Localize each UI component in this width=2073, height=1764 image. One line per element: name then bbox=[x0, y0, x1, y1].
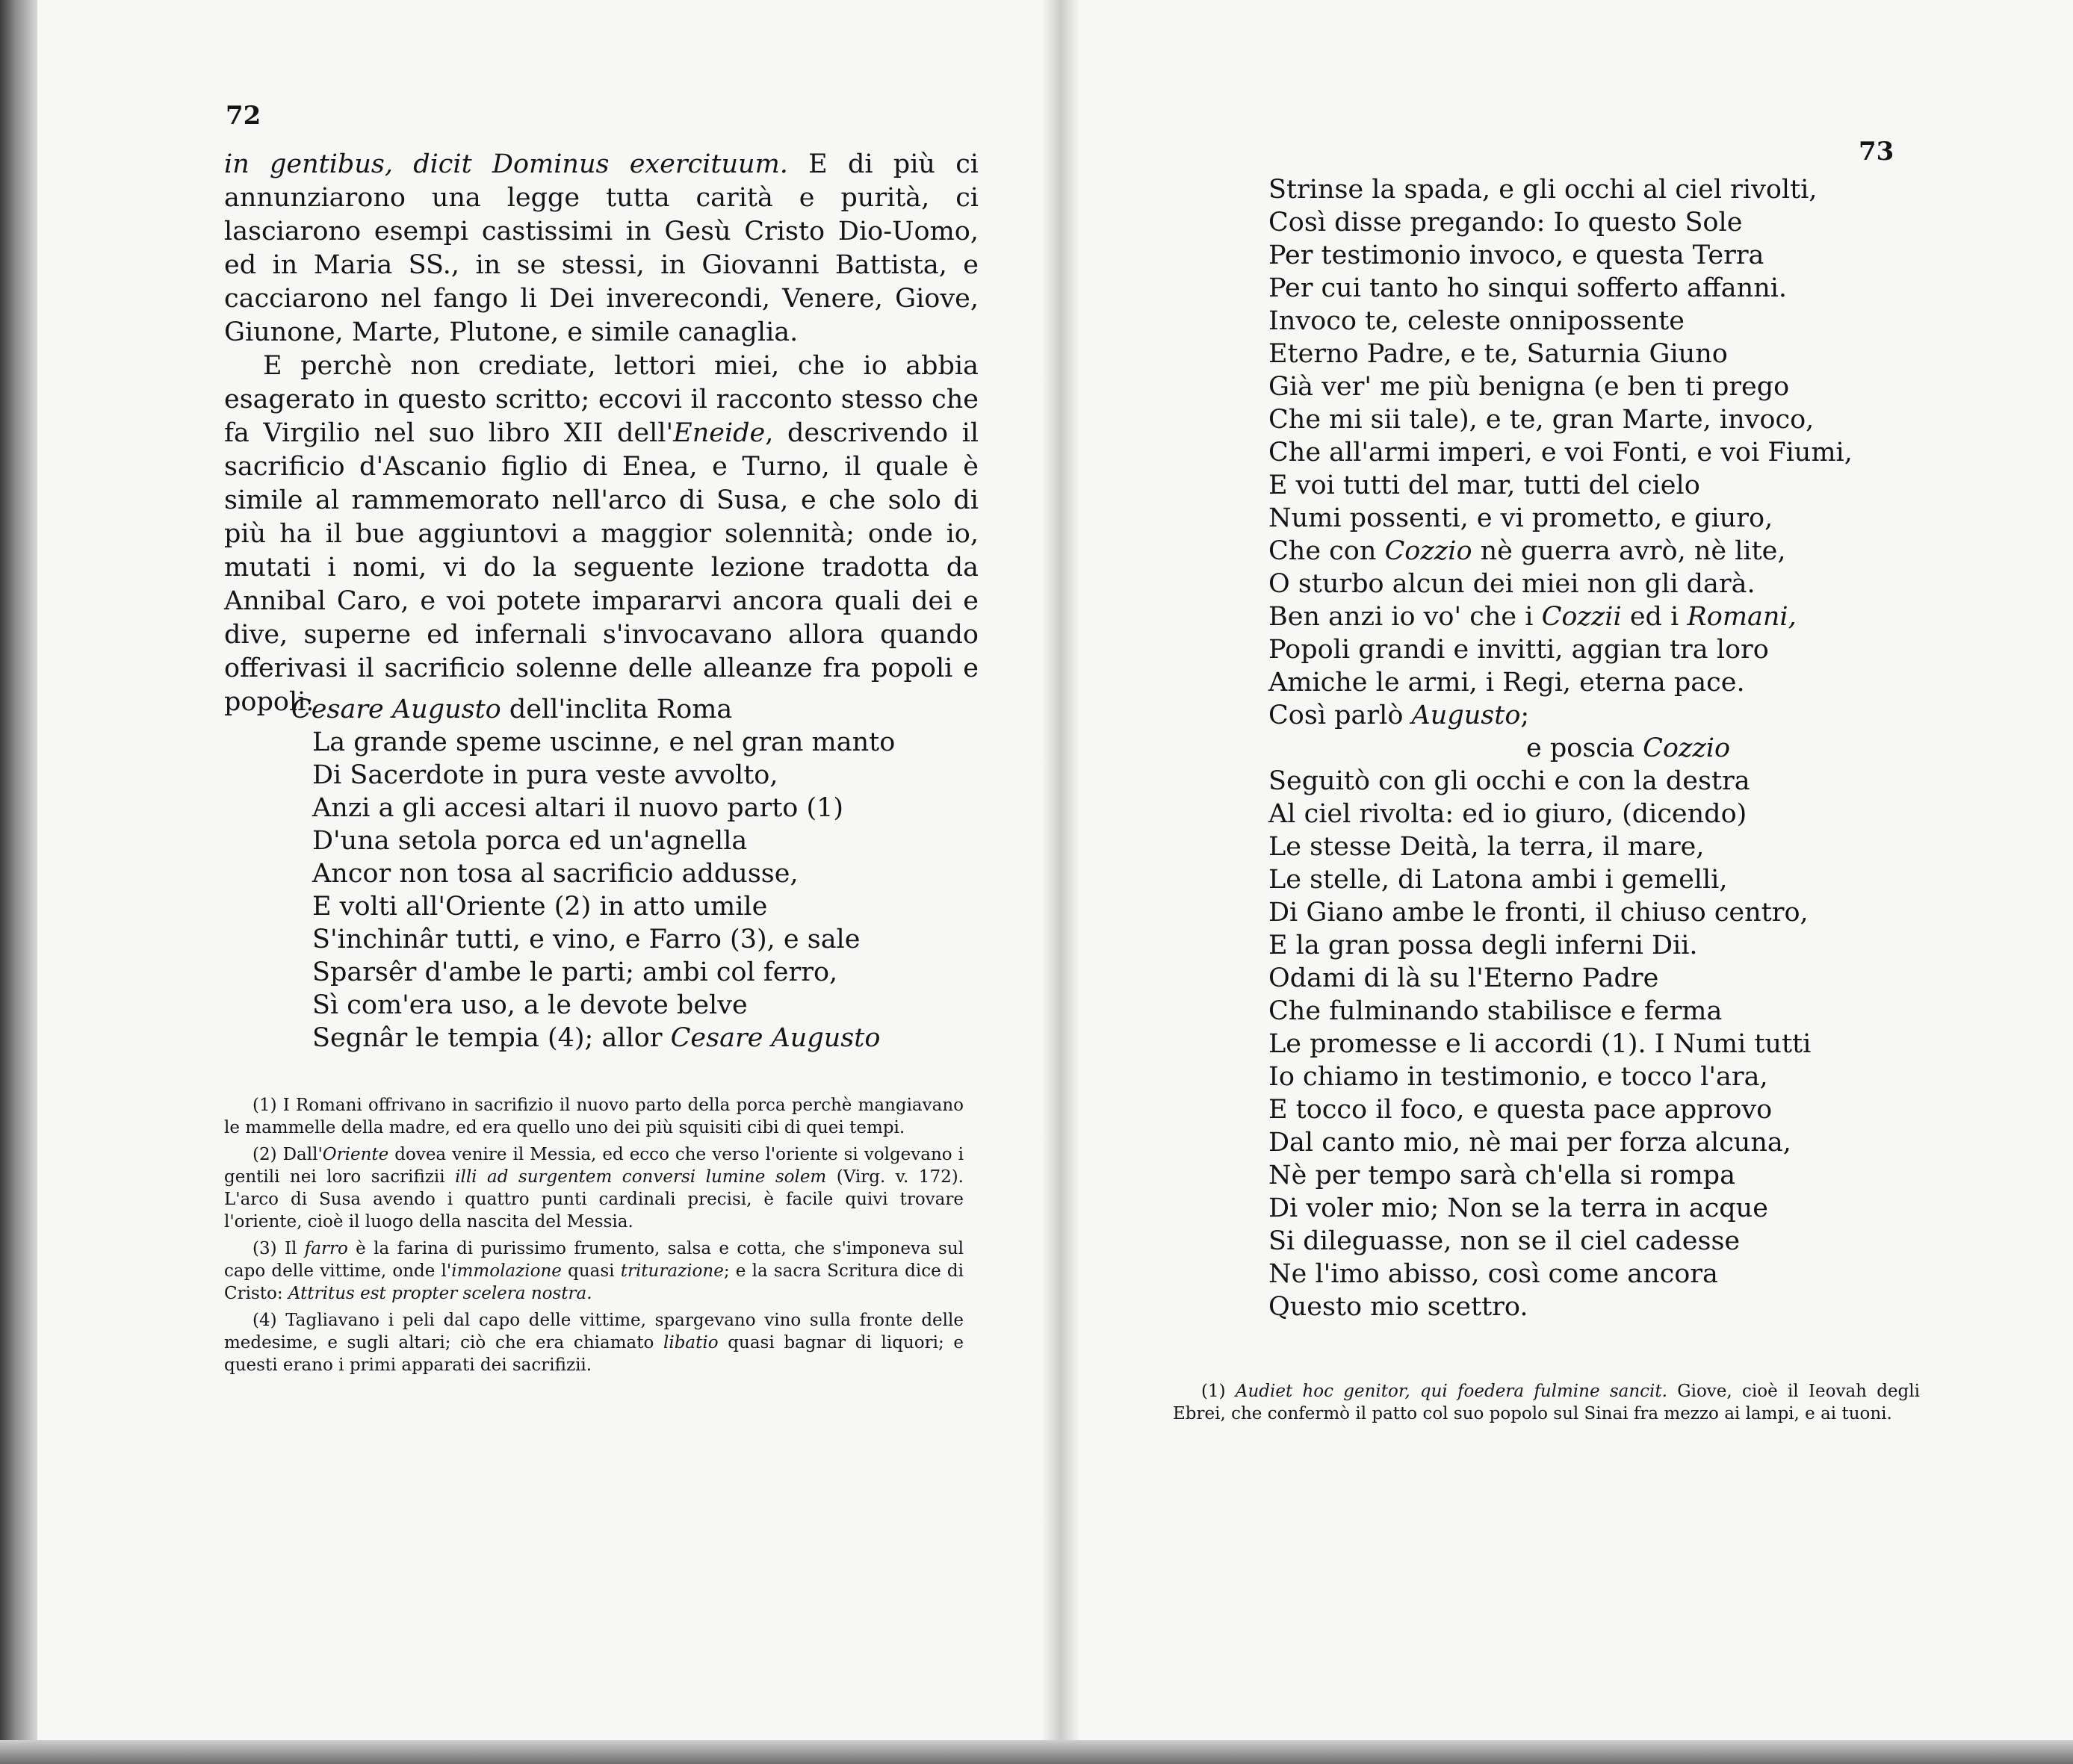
verse-line bbox=[1268, 1192, 1926, 1225]
verse-block bbox=[291, 693, 964, 1055]
italic-text: Cozzio bbox=[1643, 733, 1731, 763]
verse-line bbox=[1268, 469, 1926, 502]
text-run: Io chiamo in testimonio, e tocco l'ara, bbox=[1268, 1062, 1768, 1092]
text-run: Popoli grandi e invitti, aggian tra loro bbox=[1268, 635, 1769, 665]
verse-line bbox=[1268, 830, 1926, 863]
verse-line bbox=[1268, 403, 1926, 436]
text-run: (1) bbox=[1201, 1382, 1236, 1401]
text-run: Odami di là su l'Eterno Padre bbox=[1268, 963, 1659, 993]
verse-line bbox=[1268, 1225, 1926, 1258]
verse-block bbox=[1268, 173, 1926, 1323]
text-run: S'inchinâr tutti, e vino, e Farro (3), e sale bbox=[312, 925, 861, 954]
italic-text: Oriente bbox=[322, 1145, 389, 1164]
verse-line bbox=[291, 989, 964, 1022]
text-run: Sì com'era uso, a le devote belve bbox=[312, 990, 748, 1020]
text-run: Per testimonio invoco, e questa Terra bbox=[1268, 240, 1764, 270]
verse-line bbox=[291, 857, 964, 890]
text-run: ed i bbox=[1621, 602, 1688, 632]
text-run: (2) Dall' bbox=[252, 1145, 323, 1164]
text-run: quasi bagnar di liquori; e questi erano i primi apparati dei sacrifizii. bbox=[224, 1333, 964, 1375]
italic-text: libatio bbox=[663, 1333, 719, 1352]
italic-text: Audiet hoc genitor, qui foedera fulmine sancit. bbox=[1235, 1382, 1667, 1401]
text-run: e poscia bbox=[1526, 733, 1643, 763]
verse-line bbox=[1268, 1060, 1926, 1093]
text-run: E perchè non crediate, lettori miei, che io abbia esagerato in questo scritto; eccovi il racconto stesso che fa Virgilio nel suo libro XII dell' bbox=[224, 351, 979, 448]
footnotes bbox=[1173, 1380, 1920, 1429]
verse-line bbox=[1268, 765, 1926, 798]
text-run: Numi possenti, e vi prometto, e giuro, bbox=[1268, 503, 1773, 533]
text-run: Questo mio scettro. bbox=[1268, 1292, 1528, 1322]
verse-line bbox=[1268, 896, 1926, 929]
verse-line bbox=[1268, 1291, 1926, 1323]
verse-line bbox=[1268, 962, 1926, 995]
text-run: Che mi sii tale), e te, gran Marte, invoco, bbox=[1268, 405, 1815, 435]
verse-line bbox=[291, 956, 964, 989]
italic-text: Cozzii bbox=[1541, 602, 1622, 632]
text-run: Amiche le armi, i Regi, eterna pace. bbox=[1268, 668, 1745, 698]
italic-text: immolazione bbox=[451, 1261, 562, 1281]
text-run: Così disse pregando: Io questo Sole bbox=[1268, 208, 1743, 237]
verse-line bbox=[291, 890, 964, 923]
text-run: (4) Tagliavano i peli dal capo delle vittime, spargevano vino sulla fronte delle medesime, e sugli altari; ciò che era chiamato bbox=[224, 1311, 964, 1352]
text-run: Nè per tempo sarà ch'ella si rompa bbox=[1268, 1161, 1735, 1190]
verse-line bbox=[291, 923, 964, 956]
text-run: E voi tutti del mar, tutti del cielo bbox=[1268, 470, 1700, 500]
verse-line bbox=[291, 792, 964, 824]
text-run: Al ciel rivolta: ed io giuro, (dicendo) bbox=[1268, 799, 1747, 829]
page-number: 72 bbox=[226, 101, 261, 131]
verse-line bbox=[1268, 173, 1926, 206]
text-run: Così parlò bbox=[1268, 701, 1412, 730]
verse-line bbox=[1268, 239, 1926, 272]
text-run: Le stelle, di Latona ambi i gemelli, bbox=[1268, 865, 1728, 895]
text-run: Che all'armi imperi, e voi Fonti, e voi Fiumi, bbox=[1268, 438, 1853, 468]
verse-line bbox=[1268, 370, 1926, 403]
verse-line bbox=[1268, 1159, 1926, 1192]
text-run: Le stesse Deità, la terra, il mare, bbox=[1268, 832, 1705, 862]
italic-text: illi ad surgentem conversi lumine solem bbox=[455, 1167, 827, 1187]
verse-line bbox=[291, 1022, 964, 1055]
verse-line bbox=[291, 726, 964, 759]
text-run: Per cui tanto ho sinqui sofferto affanni. bbox=[1268, 273, 1788, 303]
prose-block bbox=[224, 148, 979, 719]
text-run: La grande speme uscinne, e nel gran manto bbox=[312, 727, 896, 757]
verse-line bbox=[1268, 929, 1926, 962]
text-run: Eterno Padre, e te, Saturnia Giuno bbox=[1268, 339, 1728, 369]
paragraph bbox=[224, 350, 979, 719]
left-page bbox=[37, 0, 1061, 1764]
verse-line bbox=[1268, 732, 1926, 765]
verse-line bbox=[1268, 568, 1926, 600]
text-run: Anzi a gli accesi altari il nuovo parto (1) bbox=[312, 793, 844, 823]
italic-text: Augusto bbox=[1411, 701, 1521, 730]
text-run: Di voler mio; Non se la terra in acque bbox=[1268, 1193, 1768, 1223]
italic-text: Cesare Augusto bbox=[291, 695, 501, 724]
text-run: D'una setola porca ed un'agnella bbox=[312, 826, 748, 856]
verse-line bbox=[291, 759, 964, 792]
text-run: Ne l'imo abisso, così come ancora bbox=[1268, 1259, 1718, 1289]
footnote bbox=[224, 1237, 964, 1305]
verse-line bbox=[1268, 338, 1926, 370]
text-run: dovea venire il Messia, ed ecco che verso l'oriente si volgevano i gentili nei loro sacrifizii bbox=[224, 1145, 964, 1187]
text-run: Che con bbox=[1268, 536, 1385, 566]
right-page bbox=[1061, 0, 2073, 1764]
verse-line bbox=[1268, 666, 1926, 699]
footnote bbox=[1173, 1380, 1920, 1425]
text-run: Di Giano ambe le fronti, il chiuso centro, bbox=[1268, 898, 1809, 928]
text-run: ; bbox=[1520, 701, 1530, 730]
italic-text: Attritus est propter scelera nostra. bbox=[288, 1284, 592, 1303]
text-run: E volti all'Oriente (2) in atto umile bbox=[312, 892, 768, 922]
verse-line bbox=[1268, 272, 1926, 305]
verse-line bbox=[1268, 206, 1926, 239]
text-run: Che fulminando stabilisce e ferma bbox=[1268, 996, 1723, 1026]
text-run: Dal canto mio, nè mai per forza alcuna, bbox=[1268, 1128, 1791, 1158]
italic-text: triturazione bbox=[620, 1261, 724, 1281]
text-run: (3) Il bbox=[252, 1239, 305, 1258]
text-run: dell'inclita Roma bbox=[501, 695, 733, 724]
footnotes bbox=[224, 1094, 964, 1381]
text-run: Strinse la spada, e gli occhi al ciel rivolti, bbox=[1268, 175, 1818, 205]
verse-line bbox=[1268, 535, 1926, 568]
footnote bbox=[224, 1143, 964, 1233]
text-run: Seguitò con gli occhi e con la destra bbox=[1268, 766, 1750, 796]
text-run: (Virg. v. 172). L'arco di Susa avendo i quattro punti cardinali precisi, è facile quivi trovare l'oriente, cioè il luogo della nascita del Messia. bbox=[224, 1167, 964, 1232]
text-run: E tocco il foco, e questa pace approvo bbox=[1268, 1095, 1773, 1125]
verse-line bbox=[1268, 305, 1926, 338]
verse-line bbox=[1268, 600, 1926, 633]
footnote bbox=[224, 1094, 964, 1139]
italic-text: farro bbox=[304, 1239, 348, 1258]
text-run: quasi bbox=[561, 1261, 621, 1281]
text-run: Sparsêr d'ambe le parti; ambi col ferro, bbox=[312, 957, 838, 987]
verse-line bbox=[1268, 436, 1926, 469]
text-run: O sturbo alcun dei miei non gli darà. bbox=[1268, 569, 1756, 599]
verse-line bbox=[1268, 995, 1926, 1028]
page-stack-edge bbox=[0, 0, 37, 1764]
text-run: Di Sacerdote in pura veste avvolto, bbox=[312, 760, 778, 790]
text-run: Segnâr le tempia (4); allor bbox=[312, 1023, 671, 1053]
verse-line bbox=[1268, 1093, 1926, 1126]
verse-line bbox=[1268, 798, 1926, 830]
text-run: nè guerra avrò, nè lite, bbox=[1472, 536, 1786, 566]
text-run: Le promesse e li accordi (1). I Numi tutti bbox=[1268, 1029, 1812, 1059]
verse-line bbox=[1268, 1126, 1926, 1159]
verse-line bbox=[1268, 1258, 1926, 1291]
text-run: E la gran possa degli inferni Dii. bbox=[1268, 931, 1698, 960]
page-number: 73 bbox=[1859, 137, 1894, 167]
verse-line bbox=[1268, 699, 1926, 732]
text-run: Ben anzi io vo' che i bbox=[1268, 602, 1542, 632]
text-run: Giove, cioè il Ieovah degli Ebrei, che confermò il patto col suo popolo sul Sinai fra mezzo ai lampi, e ai tuoni. bbox=[1173, 1382, 1920, 1423]
verse-line bbox=[1268, 1028, 1926, 1060]
italic-text: Eneide bbox=[673, 418, 766, 448]
italic-text: Cesare Augusto bbox=[670, 1023, 881, 1053]
text-run: , descrivendo il sacrificio d'Ascanio figlio di Enea, e Turno, il quale è simile al rammemorato nell'arco di Susa, e che solo di più ha il bue aggiuntovi a maggior solennità; onde io, mutati i nomi, vi do la seguente lezione tradotta da Annibal Caro, e voi potete impararvi ancora quali dei e dive, superne ed infernali s'invocavano allora quando offerivasi il sacrificio solenne delle alleanze fra popoli e popoli. bbox=[224, 418, 979, 717]
verse-line bbox=[1268, 863, 1926, 896]
verse-line bbox=[1268, 502, 1926, 535]
text-run: è la farina di purissimo frumento, salsa e cotta, che s'imponeva sul capo delle vittime, onde l' bbox=[224, 1239, 964, 1281]
italic-text: Romani, bbox=[1687, 602, 1797, 632]
italic-text: Cozzio bbox=[1384, 536, 1472, 566]
italic-text: in gentibus, dicit Dominus exercituum. bbox=[224, 149, 788, 179]
paragraph bbox=[224, 148, 979, 350]
book-gutter bbox=[1042, 0, 1079, 1764]
verse-line bbox=[291, 824, 964, 857]
text-run: (1) I Romani offrivano in sacrifizio il nuovo parto della porca perchè mangiavano le mammelle della madre, ed era quello uno dei più squisiti cibi di quei tempi. bbox=[224, 1096, 964, 1137]
text-run: Già ver' me più benigna (e ben ti prego bbox=[1268, 372, 1790, 402]
page-bottom-edge bbox=[0, 1740, 2073, 1764]
text-run: Invoco te, celeste onnipossente bbox=[1268, 306, 1685, 336]
text-run: Ancor non tosa al sacrificio addusse, bbox=[312, 859, 799, 889]
text-run: Si dileguasse, non se il ciel cadesse bbox=[1268, 1226, 1741, 1256]
verse-line bbox=[291, 693, 964, 726]
verse-line bbox=[1268, 633, 1926, 666]
footnote bbox=[224, 1309, 964, 1376]
text-run: E di più ci annunziarono una legge tutta carità e purità, ci lasciarono esempi castissimi in Gesù Cristo Dio-Uomo, ed in Maria SS., in se stessi, in Giovanni Battista, e cacciarono nel fango li Dei inverecondi, Venere, Giove, Giunone, Marte, Plutone, e simile canaglia. bbox=[224, 149, 979, 347]
text-run: ; e la sacra Scritura dice di Cristo: bbox=[224, 1261, 964, 1303]
